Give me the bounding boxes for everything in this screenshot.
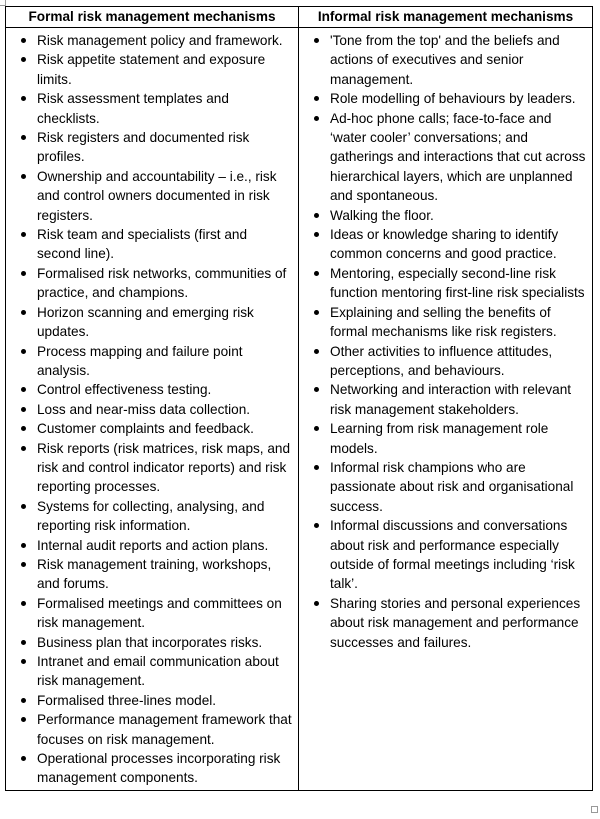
bullet-icon: [21, 271, 26, 276]
bullet-icon: [21, 640, 26, 645]
bullet-icon: [314, 96, 319, 101]
bullet-icon: [21, 38, 26, 43]
bullet-icon: [314, 232, 319, 237]
header-row: [6, 7, 593, 28]
formal-mechanism-item-text: Risk team and specialists (first and second line).: [37, 227, 248, 262]
formal-mechanism-item-text: Control effectiveness testing.: [37, 382, 212, 398]
informal-mechanism-item-text: Ad-hoc phone calls; face-to-face and ‘water cooler’ conversations; and gatherings and interactions that cut across hierarchical layers, which are unplanned and spontaneous.: [330, 110, 586, 204]
formal-mechanism-item: [6, 691, 292, 710]
bullet-icon: [21, 310, 26, 315]
bullet-icon: [21, 446, 26, 451]
formal-mechanism-item-text: Formalised three-lines model.: [37, 692, 217, 708]
formal-mechanism-item-text: Performance management framework that focuses on risk management.: [37, 712, 292, 747]
formal-mechanism-item: [6, 89, 292, 128]
bullet-icon: [314, 116, 319, 121]
informal-mechanism-item-text: Informal discussions and conversations about risk and performance especially outside of formal meetings including ‘risk talk’.: [330, 518, 575, 592]
informal-mechanism-item: [299, 206, 586, 225]
bullet-icon: [21, 232, 26, 237]
bullet-icon: [314, 38, 319, 43]
formal-column-header: Formal risk management mechanisms: [6, 7, 299, 28]
formal-mechanism-item: [6, 31, 292, 50]
informal-mechanism-item-text: Learning from risk management role models.: [330, 421, 549, 456]
formal-mechanism-item-text: Ownership and accountability – i.e., risk and control owners documented in risk registers.: [37, 168, 277, 223]
formal-mechanism-item-text: Risk appetite statement and exposure limits.: [37, 52, 266, 87]
bullet-icon: [314, 310, 319, 315]
bullet-icon: [314, 601, 319, 606]
formal-mechanism-item-text: Formalised meetings and committees on risk management.: [37, 595, 282, 631]
formal-mechanism-item: [6, 167, 292, 225]
formal-mechanism-item-text: Risk management training, workshops, and forums.: [37, 556, 272, 592]
bullet-icon: [21, 601, 26, 606]
bullet-icon: [314, 426, 319, 431]
bullet-icon: [21, 562, 26, 567]
informal-mechanism-item: [299, 458, 586, 516]
formal-mechanism-item-text: Formalised risk networks, communities of practice, and champions.: [37, 265, 287, 301]
risk-mechanisms-table: [5, 6, 593, 791]
formal-mechanism-item: [6, 710, 292, 749]
informal-mechanism-item: [299, 89, 586, 108]
formal-mechanism-item-text: Systems for collecting, analysing, and reporting risk information.: [37, 498, 265, 534]
informal-mechanism-item: [299, 516, 586, 594]
informal-mechanism-item-text: Explaining and selling the benefits of formal mechanisms like risk registers.: [330, 304, 557, 340]
bullet-icon: [21, 504, 26, 509]
formal-mechanism-item: [6, 594, 292, 633]
formal-mechanism-item: [6, 400, 292, 419]
formal-mechanism-item: [6, 439, 292, 497]
formal-mechanism-item-text: Risk reports (risk matrices, risk maps, and risk and control indicator reports) and risk reporting processes.: [37, 440, 291, 495]
informal-mechanism-item-text: Role modelling of behaviours by leaders.: [330, 91, 576, 107]
informal-mechanism-item: [299, 109, 586, 206]
bullet-icon: [21, 407, 26, 412]
informal-mechanism-item: [299, 594, 586, 652]
bullet-icon: [21, 174, 26, 179]
formal-mechanism-item-text: Operational processes incorporating risk management components.: [37, 751, 281, 786]
formal-mechanism-item: [6, 536, 292, 555]
formal-mechanisms-list: [6, 31, 292, 788]
informal-mechanism-item: [299, 342, 586, 381]
formal-mechanism-item: [6, 342, 292, 381]
informal-mechanism-item: [299, 303, 586, 342]
formal-mechanism-item: [6, 128, 292, 167]
formal-mechanism-item-text: Intranet and email communication about risk management.: [37, 654, 279, 689]
informal-mechanism-item: [299, 264, 586, 303]
formal-mechanism-item: [6, 225, 292, 264]
bullet-icon: [21, 543, 26, 548]
formal-mechanism-item: [6, 264, 292, 303]
informal-mechanisms-cell: [299, 28, 593, 791]
bullet-icon: [21, 96, 26, 101]
formal-mechanism-item: [6, 303, 292, 342]
bullet-icon: [314, 465, 319, 470]
informal-mechanism-item: [299, 380, 586, 419]
bullet-icon: [21, 57, 26, 62]
informal-mechanism-item: [299, 31, 586, 89]
bullet-icon: [21, 717, 26, 722]
informal-mechanism-item-text: 'Tone from the top' and the beliefs and actions of executives and senior management.: [330, 33, 560, 87]
informal-mechanism-item-text: Mentoring, especially second-line risk function mentoring first-line risk specialists: [330, 265, 585, 301]
table-resize-handle[interactable]: [591, 806, 598, 813]
bullet-icon: [314, 349, 319, 354]
formal-mechanism-item: [6, 633, 292, 652]
formal-mechanism-item-text: Horizon scanning and emerging risk updates.: [37, 304, 254, 340]
formal-mechanism-item-text: Risk assessment templates and checklists.: [37, 91, 229, 126]
bullet-icon: [21, 659, 26, 664]
informal-mechanism-item: [299, 225, 586, 264]
bullet-icon: [21, 426, 26, 431]
formal-mechanisms-cell: [6, 28, 299, 791]
bullet-icon: [21, 756, 26, 761]
formal-mechanism-item: [6, 652, 292, 691]
informal-mechanism-item-text: Ideas or knowledge sharing to identify common concerns and good practice.: [330, 227, 559, 262]
formal-mechanism-item-text: Risk management policy and framework.: [37, 33, 283, 48]
formal-mechanism-item-text: Business plan that incorporates risks.: [37, 634, 263, 650]
bullet-icon: [314, 523, 319, 528]
bullet-icon: [21, 349, 26, 354]
informal-mechanism-item-text: Networking and interaction with relevant risk management stakeholders.: [330, 382, 572, 417]
bullet-icon: [21, 387, 26, 392]
formal-mechanism-item: [6, 380, 292, 399]
formal-mechanism-item: [6, 50, 292, 89]
formal-mechanism-item-text: Loss and near-miss data collection.: [37, 401, 251, 417]
informal-mechanism-item-text: Walking the floor.: [330, 207, 434, 223]
formal-mechanism-item-text: Internal audit reports and action plans.: [37, 537, 269, 553]
informal-mechanisms-list: [299, 31, 586, 652]
bullet-icon: [314, 213, 319, 218]
formal-mechanism-item-text: Process mapping and failure point analysis.: [37, 343, 243, 378]
formal-mechanism-item: [6, 419, 292, 438]
bullet-icon: [314, 271, 319, 276]
informal-mechanism-item: [299, 419, 586, 458]
formal-mechanism-item-text: Risk registers and documented risk profiles.: [37, 130, 250, 165]
bullet-icon: [314, 387, 319, 392]
informal-mechanism-item-text: Informal risk champions who are passionate about risk and organisational success.: [330, 459, 574, 514]
bullet-icon: [21, 135, 26, 140]
bullet-icon: [21, 698, 26, 703]
informal-column-header: Informal risk management mechanisms: [299, 7, 593, 28]
formal-mechanism-item: [6, 555, 292, 594]
formal-mechanism-item: [6, 497, 292, 536]
content-row: [6, 28, 593, 791]
formal-mechanism-item: [6, 749, 292, 788]
informal-mechanism-item-text: Other activities to influence attitudes, perceptions, and behaviours.: [330, 343, 553, 378]
formal-mechanism-item-text: Customer complaints and feedback.: [37, 421, 254, 437]
informal-mechanism-item-text: Sharing stories and personal experiences about risk management and performance successes and failures.: [330, 595, 581, 650]
